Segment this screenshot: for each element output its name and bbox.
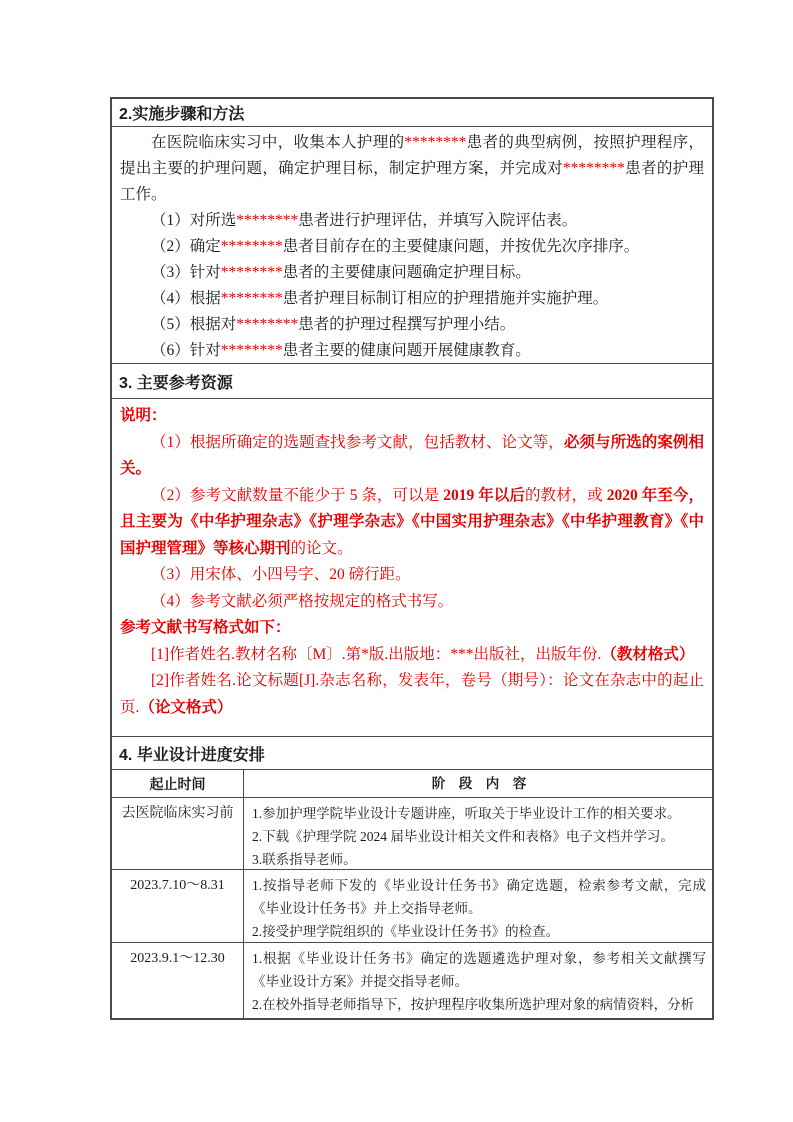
- section2-item-5: （5）根据对********患者的护理过程撰写护理小结。: [151, 316, 516, 333]
- schedule-header-row: [112, 770, 712, 798]
- task-item: 3.联系指导老师。: [252, 852, 357, 867]
- schedule-tasks-3: [244, 943, 712, 1018]
- section2-content: [112, 127, 712, 364]
- schedule-row-3: [112, 943, 712, 1018]
- section3-note-1: （1）根据所确定的选题查找参考文献，包括教材、论文等，必须与所选的案例相关。: [120, 433, 704, 477]
- section3-note-3: （3）用宋体、小四号字、20 磅行距。: [151, 566, 411, 583]
- schedule-tasks-1: [244, 798, 712, 869]
- section2-item-6: （6）针对********患者主要的健康问题开展健康教育。: [151, 342, 531, 359]
- task-item: 2.在校外指导老师指导下，按护理程序收集所选护理对象的病情资料，分析: [252, 997, 695, 1012]
- section3-content: [112, 399, 712, 737]
- schedule-col-stage: 阶 段 内 容: [431, 776, 527, 791]
- section3-note-2: （2）参考文献数量不能少于 5 条，可以是 2019 年以后的教材，或 2020 年至今，且主要为《中华护理杂志》《护理学杂志》《中国实用护理杂志》《中华护理教育》《中国护理管理》等核心期刊的论文。: [120, 486, 704, 557]
- section3-format-label: 参考文献书写格式如下：: [120, 619, 291, 636]
- schedule-row-1: [112, 798, 712, 870]
- task-item: 1.根据《毕业设计任务书》确定的选题遴选护理对象，参考相关文献撰写《毕业设计方案》并提交指导老师。: [252, 951, 706, 989]
- task-item: 2.接受护理学院组织的《毕业设计任务书》的检查。: [252, 924, 560, 939]
- section4-title: 4. 毕业设计进度安排: [112, 737, 712, 770]
- section3-title: 3. 主要参考资源: [112, 364, 712, 399]
- section2-title: 2.实施步骤和方法: [112, 99, 712, 127]
- section2-intro: 在医院临床实习中，收集本人护理的********患者的典型病例，按照护理程序，提出主要的护理问题，确定护理目标，制定护理方案，并完成对********患者的护理工作。: [120, 134, 704, 203]
- section2-item-1: （1）对所选********患者进行护理评估，并填写入院评估表。: [151, 212, 578, 229]
- schedule-col-time: 起止时间: [112, 770, 244, 797]
- schedule-time-1: 去医院临床实习前: [112, 798, 244, 869]
- task-item: 2.下载《护理学院 2024 届毕业设计相关文件和表格》电子文档并学习。: [252, 829, 674, 844]
- task-item: 1.参加护理学院毕业设计专题讲座，听取关于毕业设计工作的相关要求。: [252, 806, 681, 821]
- schedule-tasks-2: [244, 870, 712, 942]
- schedule-row-2: [112, 870, 712, 943]
- section2-item-4: （4）根据********患者护理目标制订相应的护理措施并实施护理。: [151, 290, 609, 307]
- section3-ref-format-2: [2]作者姓名.论文标题[J].杂志名称，发表年，卷号（期号）：论文在杂志中的起止页.（论文格式）: [120, 672, 704, 716]
- section2-item-2: （2）确定********患者目前存在的主要健康问题，并按优先次序排序。: [151, 238, 640, 255]
- section3-note-label: 说明：: [120, 407, 167, 424]
- section3-note-4: （4）参考文献必须严格按规定的格式书写。: [151, 592, 454, 610]
- section3-ref-format-1: [1]作者姓名.教材名称〔M〕.第*版.出版地：***出版社，出版年份.（教材格式）: [151, 645, 695, 663]
- schedule-time-3: 2023.9.1～12.30: [112, 943, 244, 1018]
- task-item: 1.按指导老师下发的《毕业设计任务书》确定选题，检索参考文献，完成《毕业设计任务书》并上交指导老师。: [252, 878, 706, 916]
- assignment-form-table: [110, 97, 714, 1020]
- section2-item-3: （3）针对********患者的主要健康问题确定护理目标。: [151, 264, 531, 281]
- schedule-time-2: 2023.7.10～8.31: [112, 870, 244, 942]
